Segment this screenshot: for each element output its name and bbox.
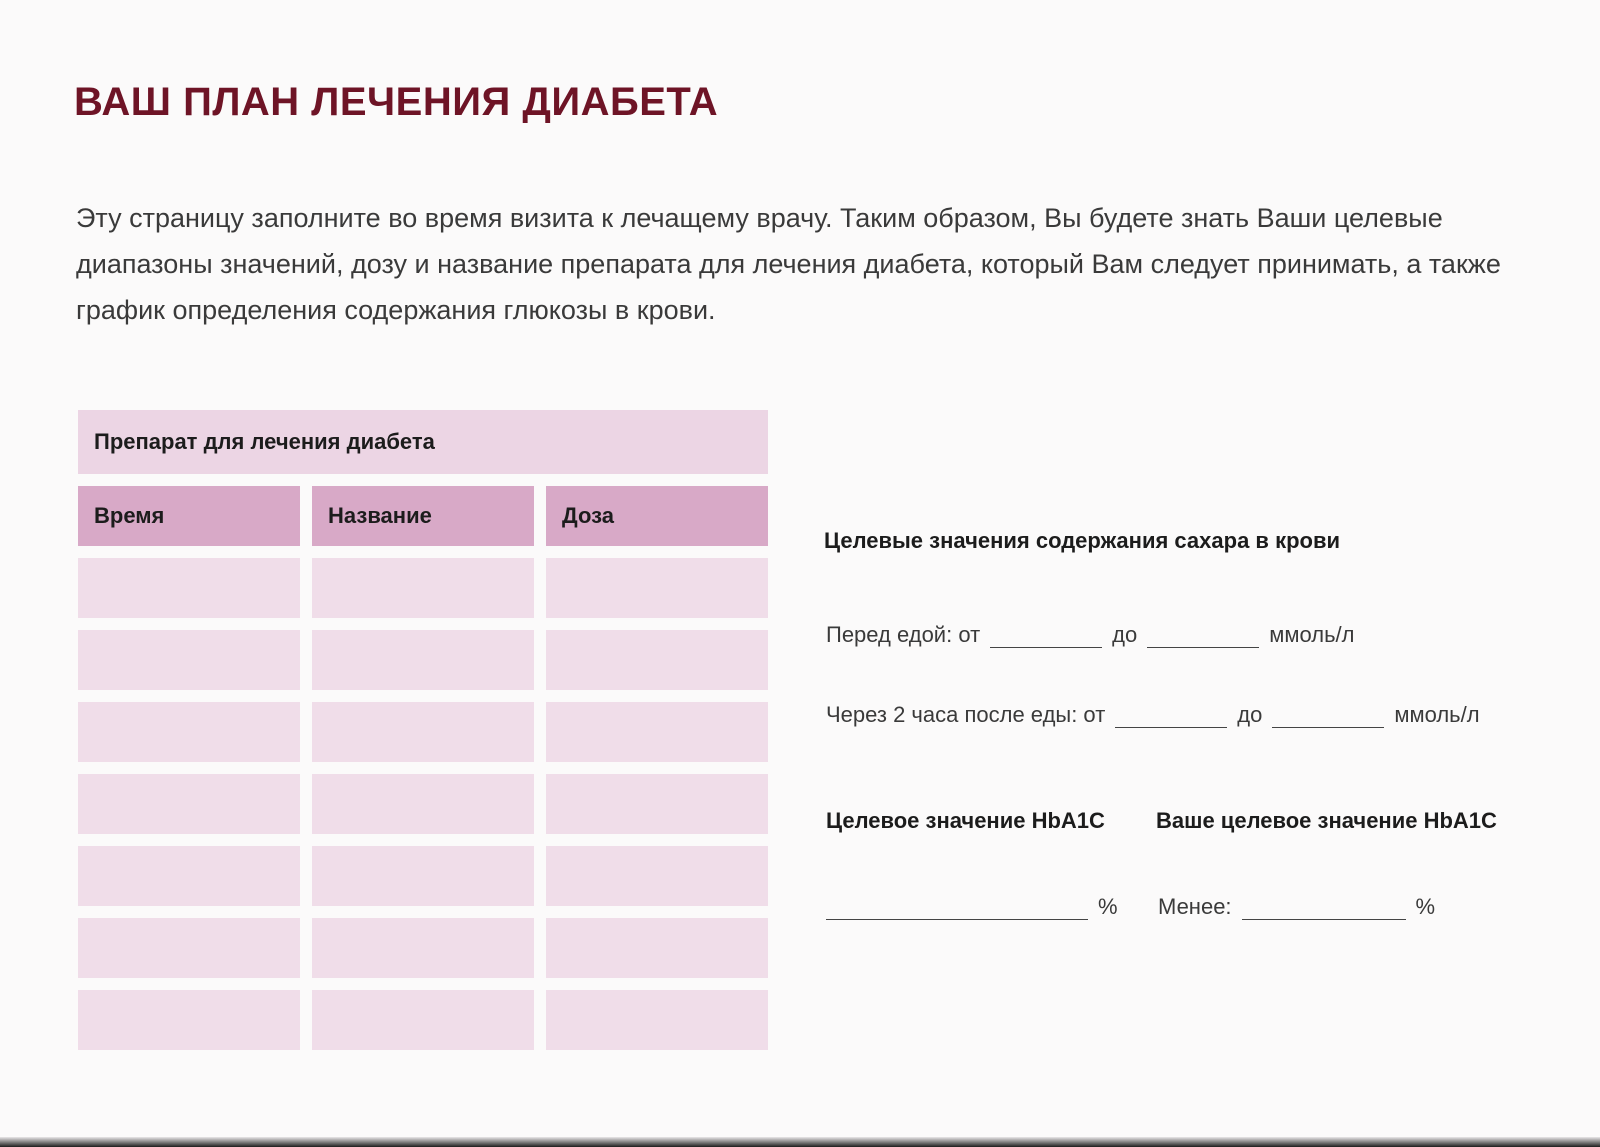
hba1c-target-row	[826, 894, 1118, 920]
table-cell-time[interactable]	[78, 630, 300, 690]
table-cell-time[interactable]	[78, 774, 300, 834]
before-meal-label: Перед едой: от	[826, 622, 981, 647]
after-meal-to-field[interactable]	[1272, 707, 1384, 728]
table-cell-name[interactable]	[312, 702, 534, 762]
after-meal-unit: ммоль/л	[1394, 702, 1480, 727]
column-header-name: Название	[312, 486, 534, 546]
table-cell-name[interactable]	[312, 774, 534, 834]
medication-table	[78, 410, 768, 1050]
before-meal-row	[826, 622, 1354, 648]
table-cell-time[interactable]	[78, 990, 300, 1050]
table-row	[78, 774, 768, 834]
hba1c-target-title: Целевое значение HbA1C	[826, 808, 1105, 833]
table-cell-dose[interactable]	[546, 702, 768, 762]
table-cell-time[interactable]	[78, 918, 300, 978]
table-row	[78, 558, 768, 618]
after-meal-label: Через 2 часа после еды: от	[826, 702, 1106, 727]
hba1c-target-field[interactable]	[826, 899, 1088, 920]
before-meal-from-field[interactable]	[990, 627, 1102, 648]
page-bottom-edge	[0, 1137, 1600, 1147]
table-cell-dose[interactable]	[546, 774, 768, 834]
hba1c-your-target-row	[1158, 894, 1435, 920]
page-title: ВАШ ПЛАН ЛЕЧЕНИЯ ДИАБЕТА	[74, 80, 719, 124]
hba1c-less-than-label: Менее:	[1158, 894, 1232, 919]
intro-paragraph: Эту страницу заполните во время визита к лечащему врачу. Таким образом, Вы будете знать Ваши целевые диапазоны значений, дозу и название препарата для лечения диабета, который Вам следует принимать, а также график определения содержания глюкозы в крови.	[76, 203, 1501, 325]
table-cell-name[interactable]	[312, 990, 534, 1050]
table-cell-dose[interactable]	[546, 558, 768, 618]
table-cell-time[interactable]	[78, 558, 300, 618]
column-header-dose: Доза	[546, 486, 768, 546]
after-meal-row	[826, 702, 1480, 728]
after-meal-from-field[interactable]	[1115, 707, 1227, 728]
column-header-time: Время	[78, 486, 300, 546]
hba1c-your-target-title: Ваше целевое значение HbA1C	[1156, 808, 1497, 833]
before-meal-to-label: до	[1112, 622, 1138, 647]
table-cell-time[interactable]	[78, 846, 300, 906]
table-cell-name[interactable]	[312, 558, 534, 618]
table-row	[78, 630, 768, 690]
hba1c-target-percent: %	[1098, 894, 1118, 919]
blood-sugar-targets-title: Целевые значения содержания сахара в крови	[824, 528, 1341, 553]
before-meal-unit: ммоль/л	[1269, 622, 1355, 647]
medication-table-header: Препарат для лечения диабета	[78, 410, 768, 474]
before-meal-to-field[interactable]	[1147, 627, 1259, 648]
table-cell-time[interactable]	[78, 702, 300, 762]
table-cell-name[interactable]	[312, 918, 534, 978]
table-row	[78, 846, 768, 906]
table-row	[78, 918, 768, 978]
table-cell-dose[interactable]	[546, 918, 768, 978]
table-cell-name[interactable]	[312, 846, 534, 906]
hba1c-your-target-field[interactable]	[1242, 899, 1406, 920]
hba1c-your-target-percent: %	[1415, 894, 1436, 919]
table-cell-dose[interactable]	[546, 630, 768, 690]
table-cell-name[interactable]	[312, 630, 534, 690]
table-cell-dose[interactable]	[546, 990, 768, 1050]
table-row	[78, 702, 768, 762]
column-headers	[78, 486, 768, 546]
table-row	[78, 990, 768, 1050]
table-cell-dose[interactable]	[546, 846, 768, 906]
after-meal-to-label: до	[1237, 702, 1263, 727]
medication-table-rows	[78, 558, 768, 1050]
